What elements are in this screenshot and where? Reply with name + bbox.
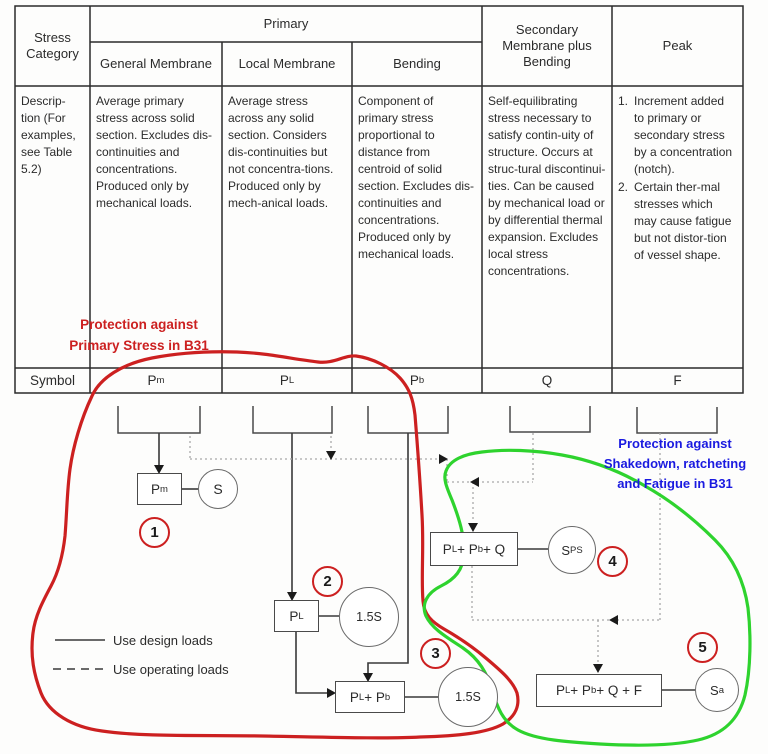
symbol-pl: P L: [279, 373, 295, 388]
red-note-line1: Protection against: [80, 317, 198, 332]
step-badge-5-label: 5: [698, 639, 707, 656]
header-local-membrane: Local Membrane: [238, 55, 336, 71]
limit-circle-sa: S a: [695, 668, 739, 712]
legend-operating-loads: Use operating loads: [113, 662, 229, 677]
flow-box-pl-pb-q: P L + P b + Q: [430, 532, 518, 566]
description-general-membrane: Average primary stress across solid section. Excludes dis-continuities and concentrations. Produced only by mechanical loads.: [96, 94, 213, 211]
limit-circle-15s-b: 1.5S: [438, 667, 498, 727]
description-peak: [612, 86, 743, 368]
step-badge-1: [139, 517, 170, 548]
peak-item-2-number: 2.: [618, 180, 629, 195]
step-badge-4: [597, 546, 628, 577]
step-badge-5: [687, 632, 718, 663]
description-row-label: Descrip-tion (For examples, see Table 5.2): [21, 94, 76, 177]
flow-box-pm: P m: [137, 473, 182, 505]
symbol-f: F: [673, 373, 682, 388]
peak-item-1: [618, 93, 737, 178]
description-secondary: Self-equilibrating stress necessary to satisfy contin-uity of structure. Occurs at struc-tural discontinui-ties. Can be caused by mechanical load or by differential thermal expansion. Excludes local stress concentrations.: [488, 94, 606, 279]
blue-protection-note: [575, 434, 768, 494]
limit-circle-s: S: [198, 469, 238, 509]
header-general-membrane: General Membrane: [100, 55, 212, 71]
limit-circle-sps: S PS: [548, 526, 596, 574]
flow-box-pl-pb-q-f: P L + P b + Q + F: [536, 674, 662, 707]
peak-item-1-text: Increment added to primary or secondary stress by a concentration (notch).: [634, 94, 733, 177]
limit-circle-15s-a: 1.5S: [339, 587, 399, 647]
description-bending: Component of primary stress proportional to distance from centroid of solid section. Excludes dis-continuities and concentrations. Produced only by mechanical loads.: [358, 94, 475, 262]
peak-item-2-text: Certain ther-mal stresses which may cause fatigue but not distor-tion of vessel shape.: [634, 180, 732, 263]
symbol-pm: P m: [147, 373, 165, 388]
step-badge-4-label: 4: [608, 553, 617, 570]
step-badge-1-label: 1: [150, 524, 159, 541]
header-bending: Bending: [393, 55, 441, 71]
step-badge-2: [312, 566, 343, 597]
blue-note-line1: Protection against: [618, 436, 732, 451]
symbol-row-label: Symbol: [29, 373, 75, 388]
blue-note-line3: and Fatigue in B31: [617, 476, 733, 492]
header-stress-category: Stress Category: [26, 29, 79, 61]
symbol-q: Q: [541, 373, 553, 388]
peak-item-1-number: 1.: [618, 94, 629, 108]
flow-box-pl: P L: [274, 600, 319, 632]
header-secondary: Secondary Membrane plus Bending: [502, 21, 592, 70]
header-peak: Peak: [662, 37, 693, 53]
symbol-pb: P b: [409, 373, 425, 388]
red-note-line2: Primary Stress in B31: [69, 337, 209, 353]
step-badge-3-label: 3: [431, 645, 440, 662]
header-primary: Primary: [263, 15, 309, 31]
symbol-brackets: [118, 406, 717, 433]
flow-box-pl-pb: P L + P b: [335, 681, 405, 713]
blue-note-line2: Shakedown, ratcheting: [603, 456, 747, 472]
peak-item-2: [618, 179, 737, 264]
legend-design-loads: Use design loads: [113, 633, 213, 648]
red-protection-note: [38, 315, 240, 357]
description-local-membrane: Average stress across any solid section. Considers dis-continuities but not concentra-tions. Produced only by mech-anical loads.: [228, 94, 334, 211]
step-badge-2-label: 2: [323, 573, 332, 590]
step-badge-3: [420, 638, 451, 669]
